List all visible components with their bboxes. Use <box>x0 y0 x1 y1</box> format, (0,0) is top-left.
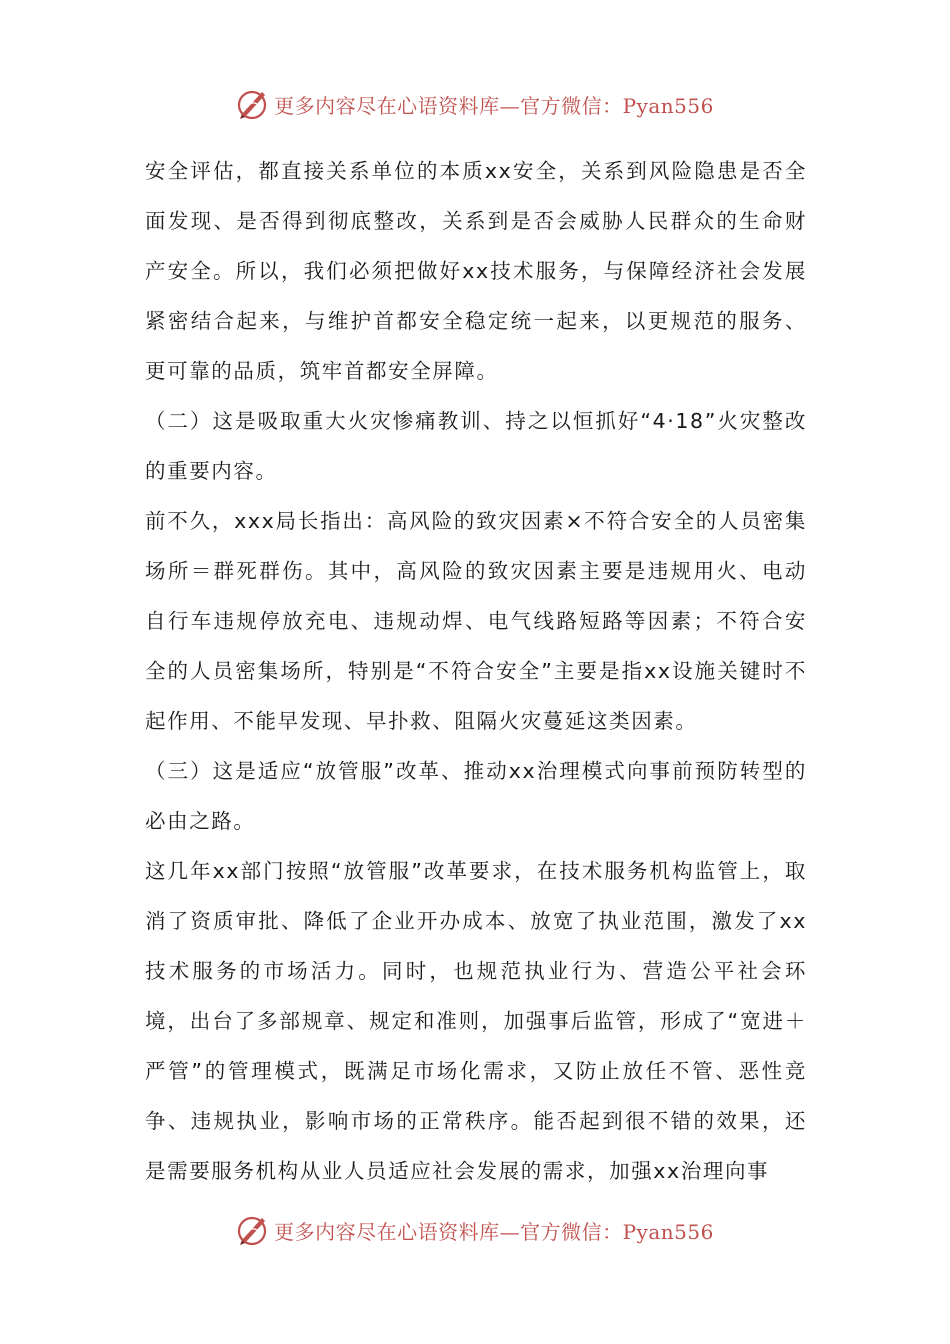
section-heading: （二）这是吸取重大火灾惨痛教训、持之以恒抓好“4·18”火灾整改的重要内容。 <box>145 409 807 483</box>
header-banner <box>0 84 950 124</box>
footer-banner <box>0 1210 950 1250</box>
paragraph: 这几年xx部门按照“放管服”改革要求，在技术服务机构监管上，取消了资质审批、降低了企业开办成本、放宽了执业范围，激发了xx技术服务的市场活力。同时，也规范执业行为、营造公平社会环境，出台了多部规章、规定和准则，加强事后监管，形成了“宽进＋严管”的管理模式，既满足市场化需求，又防止放任不管、恶性竞争、违规执业，影响市场的正常秩序。能否起到很不错的效果，还是需要服务机构从业人员适应社会发展的需求，加强xx治理向事 <box>145 859 807 1183</box>
banner-text: 更多内容尽在心语资料库—官方微信：Pyan556 <box>274 1219 714 1244</box>
pen-circle-logo-icon <box>236 1213 270 1247</box>
document-body <box>145 146 807 1196</box>
section-heading: （三）这是适应“放管服”改革、推动xx治理模式向事前预防转型的必由之路。 <box>145 759 807 833</box>
banner-text: 更多内容尽在心语资料库—官方微信：Pyan556 <box>274 93 714 118</box>
paragraph: 前不久，xxx局长指出：高风险的致灾因素×不符合安全的人员密集场所＝群死群伤。其中，高风险的致灾因素主要是违规用火、电动自行车违规停放充电、违规动焊、电气线路短路等因素；不符合安全的人员密集场所，特别是“不符合安全”主要是指xx设施关键时不起作用、不能早发现、早扑救、阻隔火灾蔓延这类因素。 <box>145 509 807 733</box>
paragraph: 安全评估，都直接关系单位的本质xx安全，关系到风险隐患是否全面发现、是否得到彻底整改，关系到是否会威胁人民群众的生命财产安全。所以，我们必须把做好xx技术服务，与保障经济社会发展紧密结合起来，与维护首都安全稳定统一起来，以更规范的服务、更可靠的品质，筑牢首都安全屏障。 <box>145 159 807 383</box>
pen-circle-logo-icon <box>236 87 270 121</box>
